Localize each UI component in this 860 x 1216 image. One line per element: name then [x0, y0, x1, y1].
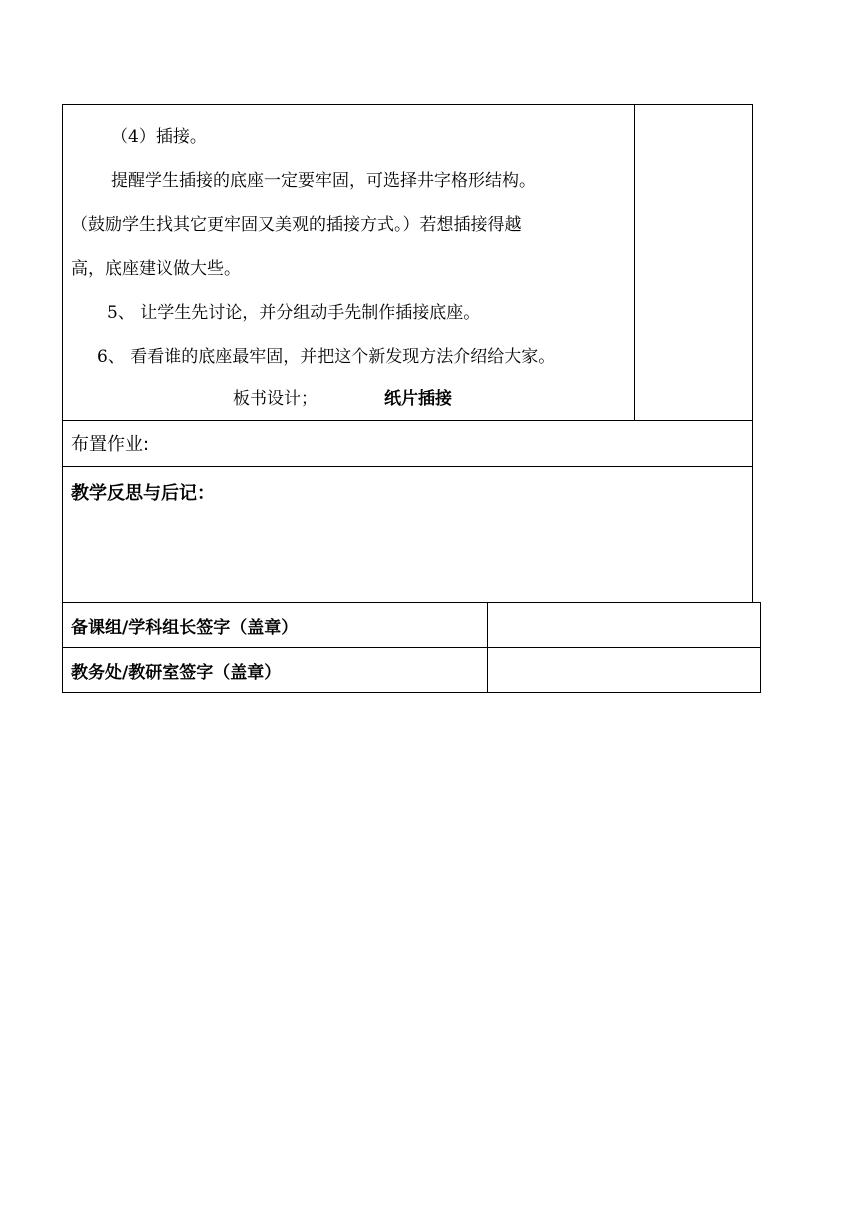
- lesson-content: [63, 105, 634, 419]
- homework-cell: [63, 421, 753, 467]
- lesson-table: [62, 104, 753, 603]
- board-design-title: 纸片插接: [384, 389, 452, 409]
- reflection-cell: [63, 467, 753, 603]
- reflection-label: 教学反思与后记：: [71, 483, 215, 504]
- step-6-text: 6、 看看谁的底座最牢固，并把这个新发现方法介绍给大家。: [97, 347, 556, 367]
- board-design-label: 板书设计；: [233, 389, 318, 409]
- signature-table: [62, 602, 761, 693]
- academic-office-signature-field[interactable]: [488, 648, 761, 693]
- group-leader-signature-field[interactable]: [488, 603, 761, 648]
- reflection-row: [63, 467, 753, 603]
- step-4-reminder: 提醒学生插接的底座一定要牢固，可选择井字格形结构。: [111, 171, 536, 191]
- step-4-encourage: （鼓励学生找其它更牢固又美观的插接方式。）若想插接得越: [71, 215, 522, 235]
- signature-row: [63, 648, 761, 693]
- board-design: [71, 379, 628, 419]
- lesson-plan-sheet: [62, 104, 750, 693]
- notes-cell: [635, 105, 753, 421]
- step-4-suggestion: 高，底座建议做大些。: [71, 259, 241, 279]
- step-4-heading: （4）插接。: [111, 127, 207, 147]
- academic-office-signature-label: 教务处/教研室签字（盖章）: [63, 648, 488, 693]
- homework-row: [63, 421, 753, 467]
- content-cell: [63, 105, 635, 421]
- homework-label: 布置作业:: [71, 434, 150, 455]
- group-leader-signature-label: 备课组/学科组长签字（盖章）: [63, 603, 488, 648]
- signature-row: [63, 603, 761, 648]
- step-5-text: 5、 让学生先讨论，并分组动手先制作插接底座。: [107, 303, 481, 323]
- content-row: [63, 105, 753, 421]
